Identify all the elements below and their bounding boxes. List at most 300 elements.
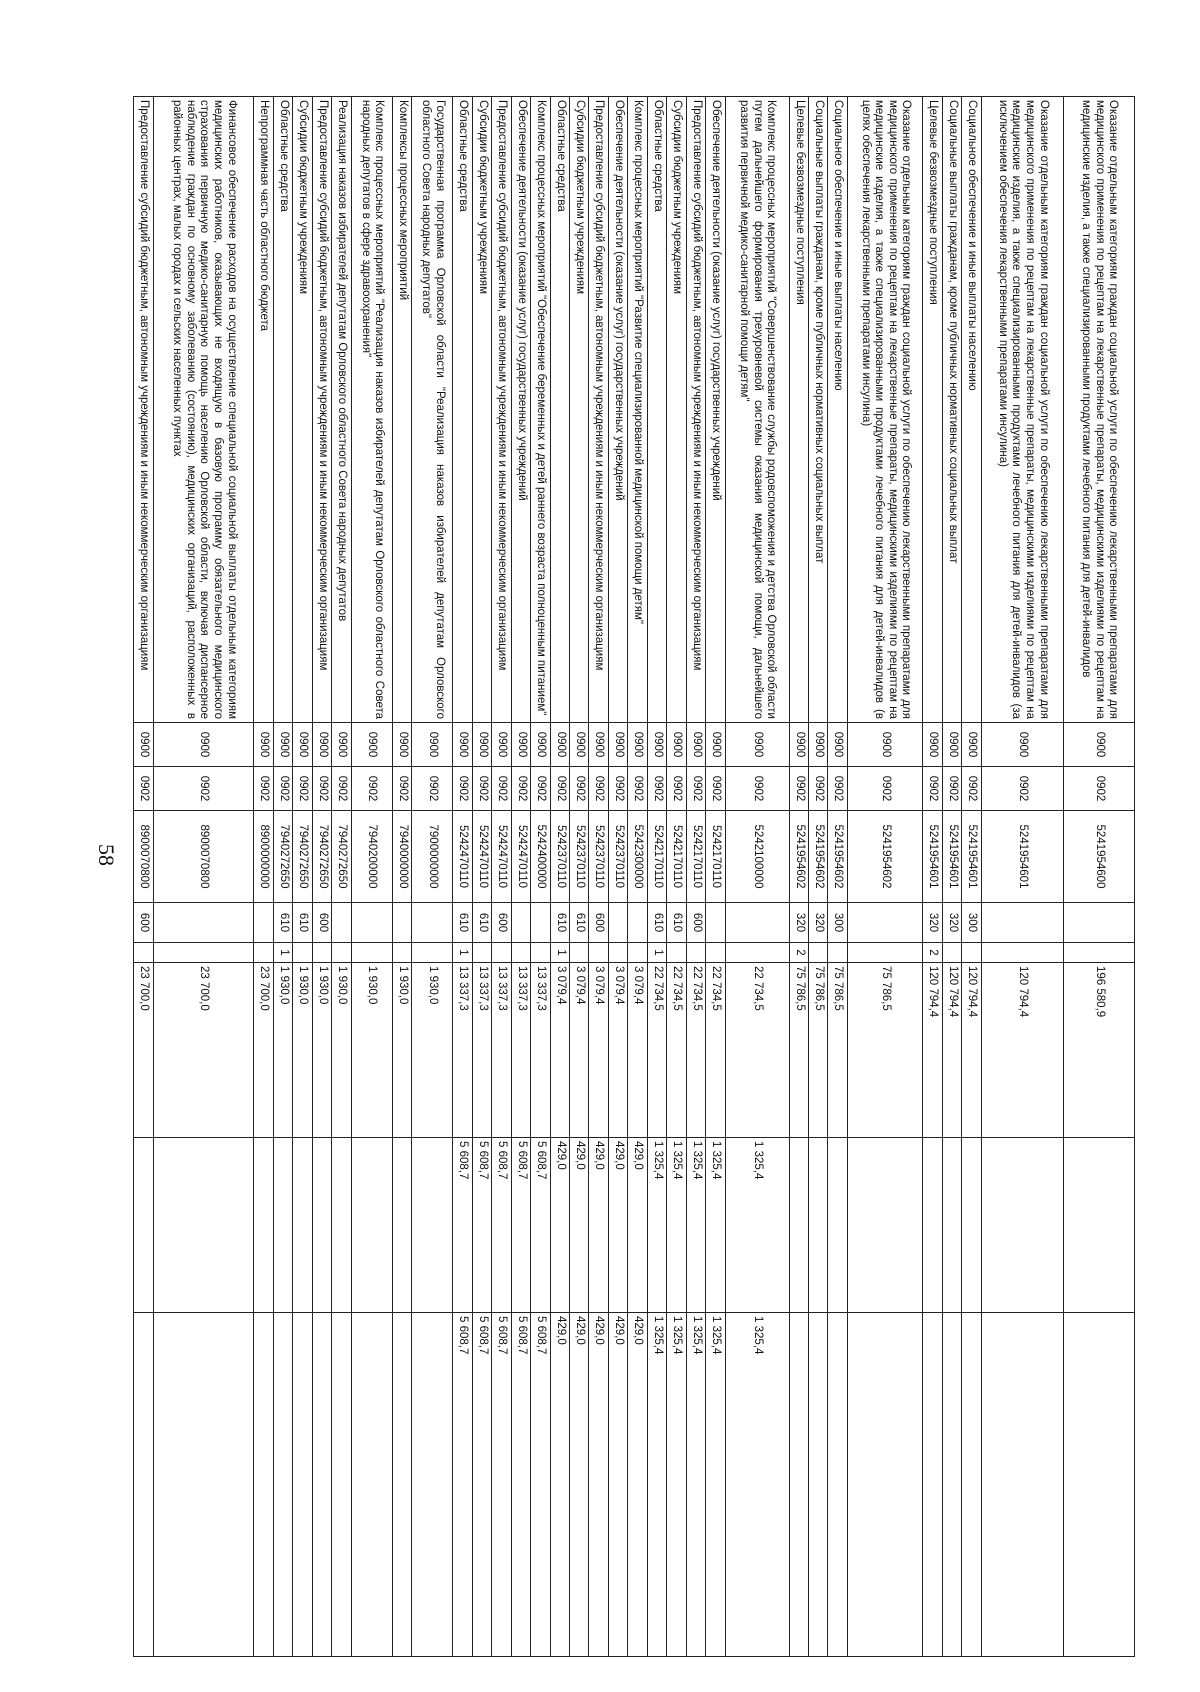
gr-code-cell: 0900 (472, 723, 491, 767)
row-name-cell: Предоставление субсидий бюджетным, автономным учреждениям и иным некоммерческим организациям (134, 97, 154, 723)
amount-year3-cell (981, 1313, 1063, 1657)
row-name-cell: Комплекс процессных мероприятий "Развитие специализированной медицинской помощи детям" (628, 97, 647, 723)
gr-code-cell: 0900 (923, 723, 942, 767)
table-row (570, 97, 589, 1657)
amount-year3-cell: 5 608,7 (511, 1313, 530, 1657)
amount-year1-cell: 75 786,5 (828, 963, 847, 1138)
amount-year2-cell: 429,0 (608, 1138, 627, 1313)
row-name-cell: Комплекс процессных мероприятий "Обеспечение беременных и детей раннего возраста полноценным питанием" (531, 97, 550, 723)
table-row (511, 97, 530, 1657)
table-row (312, 97, 331, 1657)
row-name-cell: Финансовое обеспечение расходов на осуществление специальной социальной выплаты отдельным категориям медицинских работников, оказывающих не входящую в базовую программу обязательного медицинского страхования первичную медико-санитарную помощь населению Орловской области, включая диспансерное наблюдение граждан по основному заболеванию (состоянию), медицинских организаций, расположенных в районных центрах, малых городах и сельских населенных пунктах (153, 97, 254, 723)
target-article-cell: 5242470110 (453, 811, 472, 903)
gr-code-cell: 0900 (962, 723, 981, 767)
expense-type-cell: 610 (293, 903, 312, 943)
source-code-cell (531, 943, 550, 963)
table-row (628, 97, 647, 1657)
amount-year2-cell: 5 608,7 (492, 1138, 511, 1313)
amount-year3-cell (254, 1313, 273, 1657)
section-code-cell: 0902 (312, 767, 331, 811)
row-name-cell: Социальные выплаты гражданам, кроме публичных нормативных социальных выплат (809, 97, 828, 723)
table-row (392, 97, 411, 1657)
expense-type-cell (254, 903, 273, 943)
gr-code-cell: 0900 (332, 723, 351, 767)
expense-type-cell (412, 903, 453, 943)
target-article-cell: 7940200000 (351, 811, 392, 903)
row-name-cell: Государственная программа Орловской области "Реализация наказов избирателей депутатам Орловского областного Совета народных депутатов" (412, 97, 453, 723)
row-name-cell: Реализация наказов избирателей депутатам Орловского областного Совета народных депутатов (332, 97, 351, 723)
amount-year3-cell (351, 1313, 392, 1657)
section-code-cell: 0902 (472, 767, 491, 811)
row-name-cell: Социальное обеспечение и иные выплаты населению (828, 97, 847, 723)
expense-type-cell (392, 903, 411, 943)
gr-code-cell: 0900 (351, 723, 392, 767)
table-row (492, 97, 511, 1657)
target-article-cell: 5241954601 (942, 811, 961, 903)
amount-year1-cell: 22 734,5 (686, 963, 705, 1138)
table-row (667, 97, 686, 1657)
source-code-cell (809, 943, 828, 963)
amount-year1-cell: 3 079,4 (628, 963, 647, 1138)
row-name-cell: Областные средства (273, 97, 292, 723)
section-code-cell: 0902 (628, 767, 647, 811)
amount-year3-cell (847, 1313, 923, 1657)
amount-year3-cell (962, 1313, 981, 1657)
section-code-cell: 0902 (511, 767, 530, 811)
rotated-table-area (133, 96, 1135, 1656)
amount-year1-cell: 22 734,5 (706, 963, 725, 1138)
section-code-cell: 0902 (589, 767, 608, 811)
section-code-cell: 0902 (273, 767, 292, 811)
source-code-cell (134, 943, 154, 963)
amount-year2-cell: 5 608,7 (453, 1138, 472, 1313)
target-article-cell: 5242370110 (589, 811, 608, 903)
target-article-cell: 7940272650 (273, 811, 292, 903)
amount-year1-cell: 3 079,4 (608, 963, 627, 1138)
gr-code-cell: 0900 (453, 723, 472, 767)
amount-year1-cell: 22 734,5 (725, 963, 789, 1138)
gr-code-cell: 0900 (589, 723, 608, 767)
amount-year2-cell: 1 325,4 (667, 1138, 686, 1313)
table-body (134, 97, 1135, 1657)
gr-code-cell: 0900 (667, 723, 686, 767)
section-code-cell: 0902 (453, 767, 472, 811)
target-article-cell: 5242370110 (608, 811, 627, 903)
source-code-cell: 1 (273, 943, 292, 963)
section-code-cell: 0902 (531, 767, 550, 811)
expense-type-cell (531, 903, 550, 943)
expense-type-cell: 610 (273, 903, 292, 943)
amount-year2-cell (809, 1138, 828, 1313)
table-row (686, 97, 705, 1657)
row-name-cell: Субсидии бюджетным учреждениям (570, 97, 589, 723)
amount-year2-cell: 5 608,7 (511, 1138, 530, 1313)
row-name-cell: Обеспечение деятельности (оказание услуг) государственных учреждений (511, 97, 530, 723)
amount-year2-cell: 1 325,4 (706, 1138, 725, 1313)
expense-type-cell (706, 903, 725, 943)
amount-year2-cell (332, 1138, 351, 1313)
source-code-cell (706, 943, 725, 963)
expense-type-cell: 600 (492, 903, 511, 943)
amount-year1-cell: 120 794,4 (923, 963, 942, 1138)
table-row (647, 97, 666, 1657)
row-name-cell: Обеспечение деятельности (оказание услуг) государственных учреждений (608, 97, 627, 723)
section-code-cell: 0902 (686, 767, 705, 811)
expense-type-cell: 610 (472, 903, 491, 943)
section-code-cell: 0902 (923, 767, 942, 811)
amount-year2-cell: 429,0 (550, 1138, 569, 1313)
gr-code-cell: 0900 (412, 723, 453, 767)
expense-type-cell: 610 (570, 903, 589, 943)
row-name-cell: Предоставление субсидий бюджетным, автономным учреждениям и иным некоммерческим организациям (492, 97, 511, 723)
target-article-cell: 5242370110 (570, 811, 589, 903)
target-article-cell: 5241954600 (1064, 811, 1135, 903)
source-code-cell (392, 943, 411, 963)
section-code-cell: 0902 (153, 767, 254, 811)
gr-code-cell: 0900 (254, 723, 273, 767)
expense-type-cell: 320 (809, 903, 828, 943)
source-code-cell (686, 943, 705, 963)
section-code-cell: 0902 (789, 767, 808, 811)
row-name-cell: Оказание отдельным категориям граждан социальной услуги по обеспечению лекарственными препаратами для медицинского применения по рецептам на лекарственные препараты, медицинскими изделиями по рецептам на медицинские изделия, а также специализированными продуктами лечебного питания для детей-инвалидов (в целях обеспечения лекарственными препаратами инсулина) (847, 97, 923, 723)
amount-year3-cell (809, 1313, 828, 1657)
amount-year2-cell (923, 1138, 942, 1313)
amount-year3-cell (332, 1313, 351, 1657)
source-code-cell (492, 943, 511, 963)
expense-type-cell (511, 903, 530, 943)
amount-year3-cell (392, 1313, 411, 1657)
section-code-cell: 0902 (962, 767, 981, 811)
amount-year3-cell: 429,0 (589, 1313, 608, 1657)
source-code-cell (153, 943, 254, 963)
table-row (608, 97, 627, 1657)
amount-year3-cell: 429,0 (550, 1313, 569, 1657)
row-name-cell: Оказание отдельным категориям граждан социальной услуги по обеспечению лекарственными препаратами для медицинского применения по рецептам на лекарственные препараты, медицинскими изделиями по рецептам на медицинские изделия, а также специализированными продуктами лечебного питания для детей-инвалидов (1064, 97, 1135, 723)
amount-year1-cell: 75 786,5 (847, 963, 923, 1138)
row-name-cell: Целевые безвозмездные поступления (923, 97, 942, 723)
target-article-cell: 8900070800 (153, 811, 254, 903)
gr-code-cell: 0900 (273, 723, 292, 767)
amount-year3-cell (273, 1313, 292, 1657)
rotated-table-frame (133, 96, 1135, 1656)
amount-year1-cell: 13 337,3 (492, 963, 511, 1138)
section-code-cell: 0902 (809, 767, 828, 811)
source-code-cell (312, 943, 331, 963)
amount-year2-cell (1064, 1138, 1135, 1313)
target-article-cell: 5242470110 (511, 811, 530, 903)
expense-type-cell: 600 (134, 903, 154, 943)
expense-type-cell: 320 (942, 903, 961, 943)
gr-code-cell: 0900 (789, 723, 808, 767)
amount-year1-cell: 1 930,0 (312, 963, 331, 1138)
amount-year2-cell: 1 325,4 (647, 1138, 666, 1313)
amount-year2-cell (962, 1138, 981, 1313)
expense-type-cell: 610 (453, 903, 472, 943)
expense-type-cell (351, 903, 392, 943)
target-article-cell: 5241954601 (962, 811, 981, 903)
amount-year2-cell: 1 325,4 (686, 1138, 705, 1313)
amount-year1-cell: 120 794,4 (981, 963, 1063, 1138)
table-row (153, 97, 254, 1657)
gr-code-cell: 0900 (628, 723, 647, 767)
source-code-cell (472, 943, 491, 963)
target-article-cell: 7940272650 (293, 811, 312, 903)
source-code-cell (570, 943, 589, 963)
amount-year3-cell: 5 608,7 (492, 1313, 511, 1657)
gr-code-cell: 0900 (828, 723, 847, 767)
table-row (789, 97, 808, 1657)
section-code-cell: 0902 (847, 767, 923, 811)
source-code-cell (511, 943, 530, 963)
table-row (550, 97, 569, 1657)
table-row (962, 97, 981, 1657)
amount-year3-cell (312, 1313, 331, 1657)
amount-year1-cell: 75 786,5 (809, 963, 828, 1138)
amount-year2-cell (134, 1138, 154, 1313)
amount-year2-cell: 5 608,7 (531, 1138, 550, 1313)
gr-code-cell: 0900 (706, 723, 725, 767)
row-name-cell: Предоставление субсидий бюджетным, автономным учреждениям и иным некоммерческим организациям (686, 97, 705, 723)
amount-year1-cell: 23 700,0 (134, 963, 154, 1138)
target-article-cell: 5242300000 (628, 811, 647, 903)
row-name-cell: Областные средства (453, 97, 472, 723)
amount-year3-cell: 1 325,4 (647, 1313, 666, 1657)
target-article-cell: 8900000000 (254, 811, 273, 903)
target-article-cell: 5242470110 (472, 811, 491, 903)
section-code-cell: 0902 (254, 767, 273, 811)
gr-code-cell: 0900 (550, 723, 569, 767)
amount-year2-cell: 5 608,7 (472, 1138, 491, 1313)
table-row (589, 97, 608, 1657)
section-code-cell: 0902 (412, 767, 453, 811)
amount-year1-cell: 1 930,0 (412, 963, 453, 1138)
source-code-cell (412, 943, 453, 963)
amount-year3-cell (942, 1313, 961, 1657)
section-code-cell: 0902 (981, 767, 1063, 811)
row-name-cell: Субсидии бюджетным учреждениям (667, 97, 686, 723)
amount-year1-cell: 3 079,4 (570, 963, 589, 1138)
source-code-cell (725, 943, 789, 963)
table-row (942, 97, 961, 1657)
gr-code-cell: 0900 (647, 723, 666, 767)
expense-type-cell: 610 (647, 903, 666, 943)
expense-type-cell: 600 (312, 903, 331, 943)
amount-year3-cell: 5 608,7 (531, 1313, 550, 1657)
amount-year3-cell (1064, 1313, 1135, 1657)
amount-year3-cell: 1 325,4 (706, 1313, 725, 1657)
target-article-cell: 5242100000 (725, 811, 789, 903)
expense-type-cell: 320 (789, 903, 808, 943)
target-article-cell: 5242170110 (706, 811, 725, 903)
expense-type-cell (608, 903, 627, 943)
table-row (981, 97, 1063, 1657)
target-article-cell: 5241954601 (923, 811, 942, 903)
source-code-cell (847, 943, 923, 963)
source-code-cell (1064, 943, 1135, 963)
section-code-cell: 0902 (942, 767, 961, 811)
expense-type-cell (847, 903, 923, 943)
target-article-cell: 5242170110 (667, 811, 686, 903)
target-article-cell: 5241954602 (828, 811, 847, 903)
amount-year1-cell: 3 079,4 (550, 963, 569, 1138)
amount-year2-cell (828, 1138, 847, 1313)
table-row (293, 97, 312, 1657)
target-article-cell: 5241954601 (981, 811, 1063, 903)
source-code-cell (254, 943, 273, 963)
source-code-cell: 1 (453, 943, 472, 963)
expense-type-cell (725, 903, 789, 943)
target-article-cell: 5242170110 (647, 811, 666, 903)
target-article-cell: 5242470110 (492, 811, 511, 903)
amount-year1-cell: 120 794,4 (962, 963, 981, 1138)
row-name-cell: Целевые безвозмездные поступления (789, 97, 808, 723)
row-name-cell: Областные средства (647, 97, 666, 723)
amount-year3-cell: 5 608,7 (453, 1313, 472, 1657)
expense-type-cell: 300 (962, 903, 981, 943)
section-code-cell: 0902 (550, 767, 569, 811)
row-name-cell: Субсидии бюджетным учреждениям (293, 97, 312, 723)
amount-year3-cell: 429,0 (628, 1313, 647, 1657)
amount-year1-cell: 13 337,3 (531, 963, 550, 1138)
amount-year1-cell: 13 337,3 (453, 963, 472, 1138)
expense-type-cell: 610 (667, 903, 686, 943)
page-number: 58 (94, 844, 119, 866)
table-row (1064, 97, 1135, 1657)
amount-year2-cell (412, 1138, 453, 1313)
gr-code-cell: 0900 (809, 723, 828, 767)
expense-type-cell: 320 (923, 903, 942, 943)
table-row (351, 97, 392, 1657)
expense-type-cell: 610 (550, 903, 569, 943)
amount-year1-cell: 13 337,3 (472, 963, 491, 1138)
amount-year1-cell: 1 930,0 (332, 963, 351, 1138)
target-article-cell: 5241954602 (789, 811, 808, 903)
table-row (847, 97, 923, 1657)
table-row (273, 97, 292, 1657)
expense-type-cell (332, 903, 351, 943)
row-name-cell: Областные средства (550, 97, 569, 723)
section-code-cell: 0902 (492, 767, 511, 811)
row-name-cell: Социальные выплаты гражданам, кроме публичных нормативных социальных выплат (942, 97, 961, 723)
section-code-cell: 0902 (351, 767, 392, 811)
gr-code-cell: 0900 (686, 723, 705, 767)
source-code-cell: 1 (550, 943, 569, 963)
amount-year2-cell (273, 1138, 292, 1313)
amount-year3-cell: 1 325,4 (667, 1313, 686, 1657)
gr-code-cell: 0900 (312, 723, 331, 767)
table-row (472, 97, 491, 1657)
source-code-cell: 2 (789, 943, 808, 963)
gr-code-cell: 0900 (511, 723, 530, 767)
target-article-cell: 7940000000 (392, 811, 411, 903)
source-code-cell (981, 943, 1063, 963)
gr-code-cell: 0900 (725, 723, 789, 767)
target-article-cell: 5241954602 (809, 811, 828, 903)
amount-year2-cell: 429,0 (628, 1138, 647, 1313)
amount-year3-cell (789, 1313, 808, 1657)
source-code-cell: 1 (647, 943, 666, 963)
gr-code-cell: 0900 (392, 723, 411, 767)
row-name-cell: Субсидии бюджетным учреждениям (472, 97, 491, 723)
source-code-cell (942, 943, 961, 963)
source-code-cell: 2 (923, 943, 942, 963)
table-row (453, 97, 472, 1657)
budget-table (133, 96, 1135, 1657)
amount-year3-cell: 1 325,4 (725, 1313, 789, 1657)
table-row (725, 97, 789, 1657)
amount-year3-cell: 1 325,4 (686, 1313, 705, 1657)
row-name-cell: Комплекс процессных мероприятий "Реализация наказов избирателей депутатам Орловского областного Совета народных депутатов в сфере здравоохранения" (351, 97, 392, 723)
expense-type-cell: 600 (589, 903, 608, 943)
amount-year3-cell: 5 608,7 (472, 1313, 491, 1657)
section-code-cell: 0902 (667, 767, 686, 811)
amount-year2-cell (312, 1138, 331, 1313)
section-code-cell: 0902 (570, 767, 589, 811)
table-row (531, 97, 550, 1657)
amount-year1-cell: 1 930,0 (392, 963, 411, 1138)
section-code-cell: 0902 (608, 767, 627, 811)
gr-code-cell: 0900 (847, 723, 923, 767)
gr-code-cell: 0900 (153, 723, 254, 767)
amount-year1-cell: 120 794,4 (942, 963, 961, 1138)
row-name-cell: Обеспечение деятельности (оказание услуг) государственных учреждений (706, 97, 725, 723)
section-code-cell: 0902 (828, 767, 847, 811)
source-code-cell (351, 943, 392, 963)
section-code-cell: 0902 (647, 767, 666, 811)
table-row (134, 97, 154, 1657)
amount-year2-cell: 1 325,4 (725, 1138, 789, 1313)
source-code-cell (293, 943, 312, 963)
table-row (706, 97, 725, 1657)
row-name-cell: Социальное обеспечение и иные выплаты населению (962, 97, 981, 723)
amount-year2-cell: 429,0 (589, 1138, 608, 1313)
amount-year2-cell (847, 1138, 923, 1313)
row-name-cell: Непрограммная часть областного бюджета (254, 97, 273, 723)
gr-code-cell: 0900 (492, 723, 511, 767)
gr-code-cell: 0900 (531, 723, 550, 767)
source-code-cell (828, 943, 847, 963)
amount-year3-cell (412, 1313, 453, 1657)
row-name-cell: Комплекс процессных мероприятий "Совершенствование службы родовспоможения и детства Орловской области путем дальнейшего формирования трехуровневой системы оказания медицинской помощи, дальнейшего развития первичной медико-санитарной помощи детям" (725, 97, 789, 723)
amount-year1-cell: 1 930,0 (293, 963, 312, 1138)
table-row (412, 97, 453, 1657)
source-code-cell (667, 943, 686, 963)
expense-type-cell: 300 (828, 903, 847, 943)
amount-year1-cell: 1 930,0 (273, 963, 292, 1138)
source-code-cell (589, 943, 608, 963)
amount-year2-cell (392, 1138, 411, 1313)
row-name-cell: Предоставление субсидий бюджетным, автономным учреждениям и иным некоммерческим организациям (312, 97, 331, 723)
amount-year1-cell: 22 734,5 (667, 963, 686, 1138)
row-name-cell: Комплексы процессных мероприятий (392, 97, 411, 723)
gr-code-cell: 0900 (293, 723, 312, 767)
row-name-cell: Предоставление субсидий бюджетным, автономным учреждениям и иным некоммерческим организациям (589, 97, 608, 723)
section-code-cell: 0902 (1064, 767, 1135, 811)
table-row (254, 97, 273, 1657)
row-name-cell: Оказание отдельным категориям граждан социальной услуги по обеспечению лекарственными препаратами для медицинского применения по рецептам на лекарственные препараты, медицинскими изделиями по рецептам на медицинские изделия, а также специализированными продуктами лечебного питания для детей-инвалидов (за исключением обеспечения лекарственными препаратами инсулина) (981, 97, 1063, 723)
gr-code-cell: 0900 (134, 723, 154, 767)
section-code-cell: 0902 (725, 767, 789, 811)
expense-type-cell (1064, 903, 1135, 943)
section-code-cell: 0902 (134, 767, 154, 811)
amount-year3-cell (134, 1313, 154, 1657)
target-article-cell: 5242370110 (550, 811, 569, 903)
source-code-cell (608, 943, 627, 963)
amount-year1-cell: 13 337,3 (511, 963, 530, 1138)
amount-year2-cell (981, 1138, 1063, 1313)
amount-year2-cell (789, 1138, 808, 1313)
amount-year1-cell: 196 580,9 (1064, 963, 1135, 1138)
